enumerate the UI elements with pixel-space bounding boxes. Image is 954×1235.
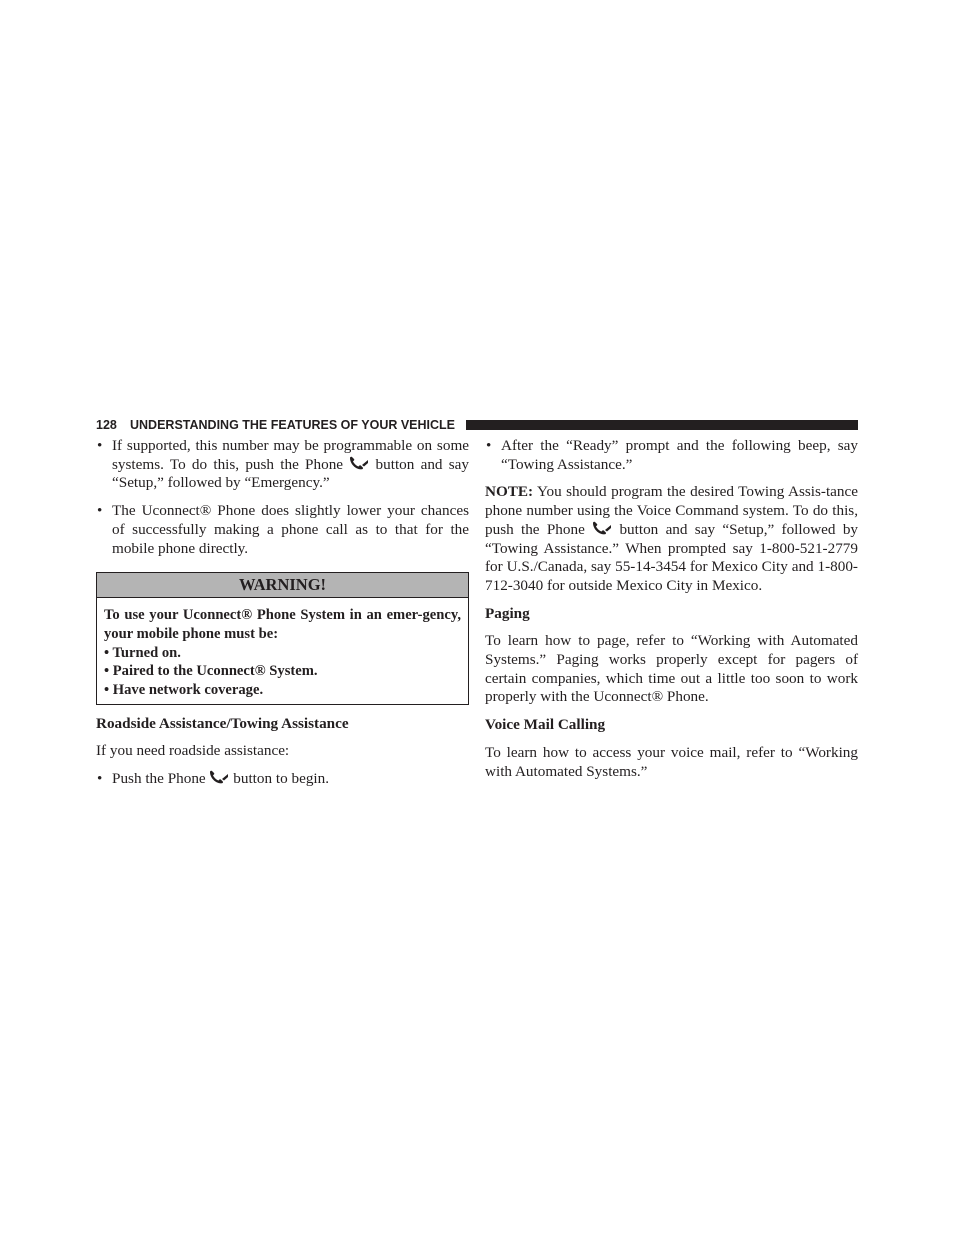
bullet-text-before-icon: Push the Phone bbox=[112, 770, 206, 788]
bullet-ready-prompt bbox=[485, 437, 858, 474]
note-label: NOTE: bbox=[485, 483, 534, 501]
warning-title: WARNING! bbox=[97, 573, 468, 598]
paging-text: To learn how to page, refer to “Working with Automated Systems.” Paging works properly except for pagers of certain companies, which time out a little too soon to work properly with the Uconnect® Phone. bbox=[485, 632, 858, 706]
bullet-dot: • bbox=[97, 437, 103, 454]
note-text-before-icon: You should program the desired Towing Assis-tance phone number using the Voice Command system. To do this, push the Phone bbox=[485, 483, 858, 538]
warning-text: To use your Uconnect® Phone System in an emer-gency, your mobile phone must be: bbox=[104, 607, 461, 642]
note-paragraph bbox=[485, 483, 858, 595]
running-head: UNDERSTANDING THE FEATURES OF YOUR VEHICLE bbox=[130, 418, 456, 432]
bullet-text: After the “Ready” prompt and the following beep, say “Towing Assistance.” bbox=[501, 437, 858, 473]
warning-item: • Turned on. bbox=[104, 644, 181, 661]
bullet-text: The Uconnect® Phone does slightly lower your chances of successfully making a phone call as to that for the mobile phone directly. bbox=[112, 502, 469, 557]
bullet-dot: • bbox=[97, 502, 103, 520]
page-header bbox=[96, 417, 858, 433]
roadside-intro: If you need roadside assistance: bbox=[96, 742, 290, 760]
warning-body bbox=[97, 598, 468, 704]
bullet-dot: • bbox=[486, 437, 492, 454]
bullet-push-phone bbox=[96, 770, 469, 789]
bullet-dot: • bbox=[97, 770, 103, 788]
section-heading-paging: Paging bbox=[485, 604, 530, 622]
left-column bbox=[96, 437, 469, 798]
warning-box bbox=[96, 572, 469, 705]
warning-item: • Paired to the Uconnect® System. bbox=[104, 663, 318, 680]
phone-icon bbox=[592, 521, 612, 535]
bullet-text-before-icon: If supported, this number may be programmable on some systems. To do this, push the Phone bbox=[112, 437, 469, 473]
bullet-text-after-icon: button to begin. bbox=[233, 770, 330, 788]
bullet-text-after-icon: button and say “Setup,” followed by “Emergency.” bbox=[112, 455, 470, 492]
bullet-lower-chances bbox=[96, 502, 469, 558]
warning-item: • Have network coverage. bbox=[104, 682, 264, 699]
section-heading-roadside: Roadside Assistance/Towing Assistance bbox=[96, 714, 349, 732]
note-text-after-icon: button and say “Setup,” followed by “Towing Assistance.” When prompted say 1-800-521-2779 for U.S./Canada, say 55-14-3454 for Mexico City and 1-800-712-3040 for outside Mexico City in Mexico. bbox=[485, 520, 859, 594]
phone-icon bbox=[209, 770, 229, 784]
header-rule bbox=[466, 420, 858, 430]
right-column bbox=[485, 437, 858, 790]
page-number: 128 bbox=[96, 418, 117, 432]
section-heading-voicemail: Voice Mail Calling bbox=[485, 716, 606, 734]
phone-icon bbox=[349, 456, 369, 470]
voicemail-text: To learn how to access your voice mail, refer to “Working with Automated Systems.” bbox=[485, 743, 858, 780]
bullet-programmable bbox=[96, 437, 469, 493]
